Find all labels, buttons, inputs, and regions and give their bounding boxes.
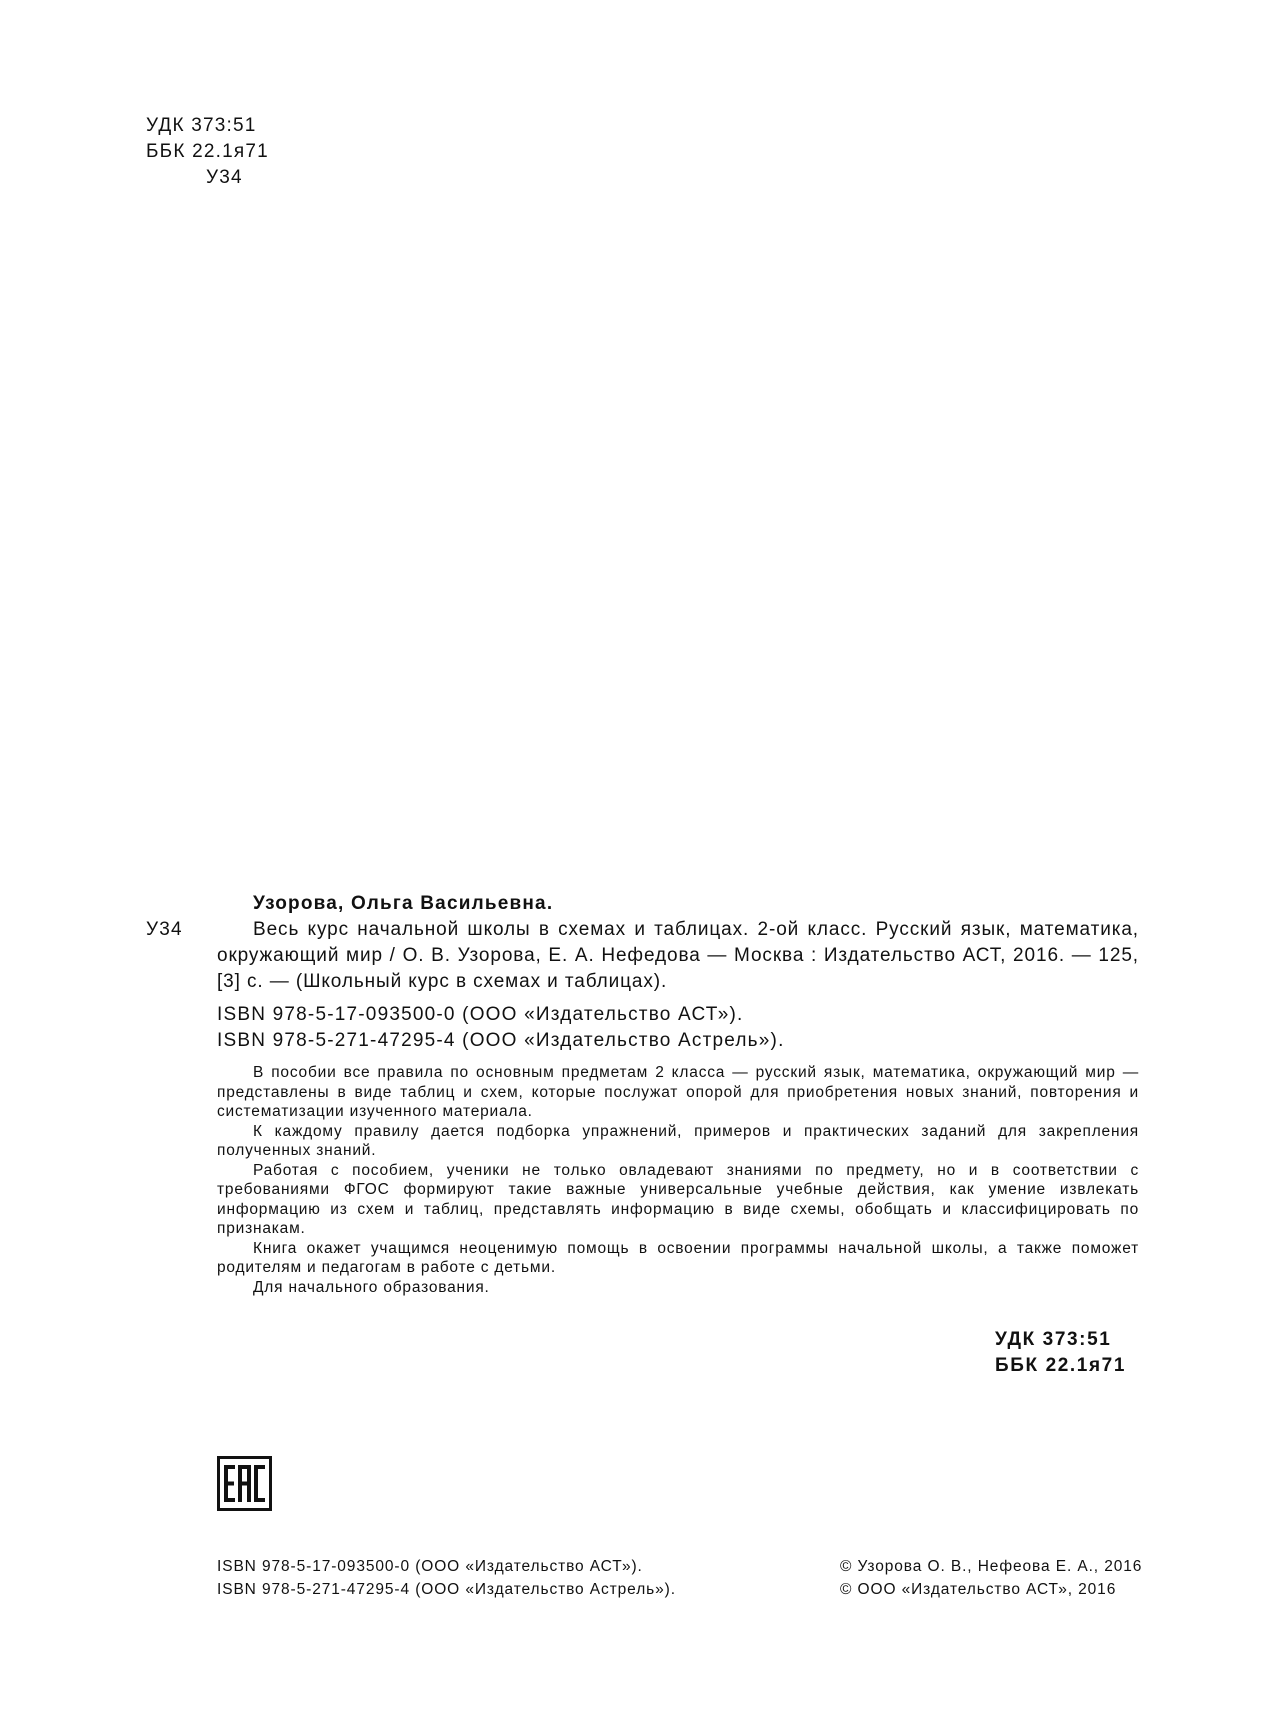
- annotation: [217, 1063, 1139, 1297]
- eac-mark-icon: [217, 1456, 272, 1511]
- author-mark: У34: [206, 167, 243, 188]
- isbn-line: ISBN 978-5-17-093500-0 (ООО «Издательство АСТ»).: [217, 1558, 643, 1575]
- record-isbn-list: [217, 1002, 785, 1054]
- annotation-paragraph: Книга окажет учащимся неоценимую помощь в освоении программы начальной школы, а также поможет родителям и педагогам в работе с детьми.: [217, 1239, 1139, 1276]
- isbn-line: ISBN 978-5-271-47295-4 (ООО «Издательство Астрель»).: [217, 1030, 785, 1051]
- bbk-code: ББК 22.1я71: [995, 1355, 1126, 1376]
- bottom-classification-codes: [995, 1327, 1126, 1379]
- isbn-line: ISBN 978-5-17-093500-0 (ООО «Издательство АСТ»).: [217, 1004, 744, 1025]
- footer-isbn-list: [217, 1555, 676, 1601]
- annotation-paragraph: Работая с пособием, ученики не только овладевают знаниями по предмету, но и в соответствии с требованиями ФГОС формируют такие важные универсальные учебные действия, как умение извлекать информацию из схем и таблиц, представлять информацию в виде схемы, обобщать и классифицировать по признакам.: [217, 1161, 1139, 1237]
- author-heading: Узорова, Ольга Васильевна.: [253, 893, 554, 914]
- copyright-line: © Узорова О. В., Нефеова Е. А., 2016: [840, 1558, 1143, 1575]
- annotation-paragraph: Для начального образования.: [253, 1278, 490, 1296]
- annotation-paragraph: В пособии все правила по основным предметам 2 класса — русский язык, математика, окружающий мир — представлены в виде таблиц и схем, которые послужат опорой для приобретения новых знаний, повторения и систематизации изученного материала.: [217, 1064, 1139, 1120]
- record-author-mark: У34: [146, 919, 183, 940]
- copyright-block: [840, 1555, 1142, 1601]
- bbk-code: ББК 22.1я71: [146, 141, 269, 162]
- udk-code: УДК 373:51: [146, 115, 257, 136]
- annotation-paragraph: К каждому правилу дается подборка упражнений, примеров и практических заданий для закрепления полученных знаний.: [217, 1122, 1139, 1159]
- isbn-line: ISBN 978-5-271-47295-4 (ООО «Издательство Астрель»).: [217, 1581, 676, 1598]
- copyright-line: © ООО «Издательство АСТ», 2016: [840, 1581, 1117, 1598]
- top-classification-codes: [146, 113, 269, 191]
- udk-code: УДК 373:51: [995, 1329, 1112, 1350]
- bibliographic-description: Весь курс начальной школы в схемах и таблицах. 2-ой класс. Русский язык, математика, окружающий мир / О. В. Узорова, Е. А. Нефедова — Москва : Издательство АСТ, 2016. — 125,[3] с. — (Школьный курс в схемах и таблицах).: [217, 919, 1139, 992]
